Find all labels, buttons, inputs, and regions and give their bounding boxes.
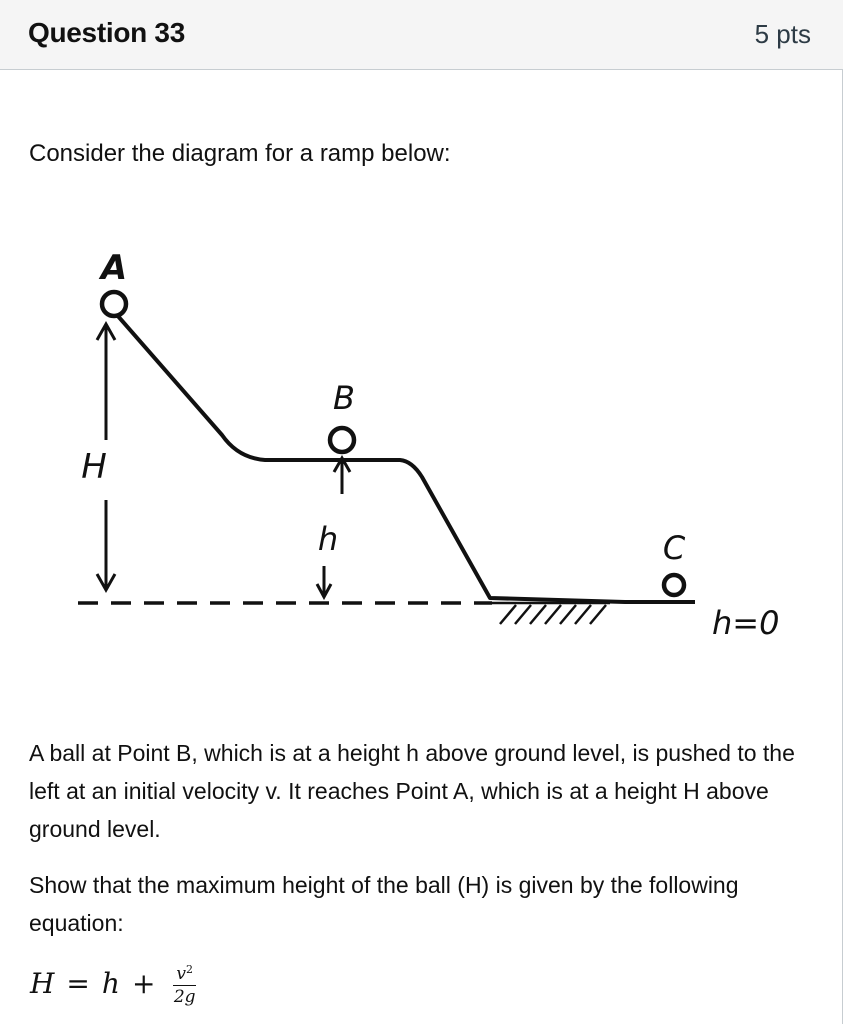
question-header — [0, 0, 843, 70]
intro-text: Consider the diagram for a ramp below: — [29, 140, 451, 167]
label-a: A — [100, 248, 128, 288]
ramp-diagram — [60, 232, 800, 652]
fraction-denominator: 2g — [173, 986, 196, 1007]
instruction-paragraph: Show that the maximum height of the ball (H) is given by the following equation: — [29, 872, 739, 936]
ramp-profile — [110, 307, 695, 602]
fraction-numerator — [173, 960, 196, 986]
ball-c — [664, 575, 684, 595]
equation-equals: = — [66, 966, 90, 1000]
equation-term: h — [101, 966, 120, 1000]
ball-b — [330, 428, 354, 452]
equation-fraction — [173, 960, 196, 1007]
numerator-exponent: 2 — [186, 962, 194, 976]
equation-plus: + — [131, 966, 156, 1000]
problem-paragraph: A ball at Point B, which is at a height h above ground level, is pushed to the left at an initial velocity v. It reaches Point A, which is at a height H above ground level. — [29, 740, 795, 842]
question-title: Question 33 — [28, 17, 185, 48]
label-ground-level: h=0 — [712, 604, 780, 642]
numerator-variable: v — [176, 963, 187, 984]
label-big-h: H — [81, 447, 107, 487]
ball-a — [102, 292, 126, 316]
ground-hatch — [490, 603, 610, 624]
label-b: B — [333, 379, 355, 417]
label-small-h: h — [317, 520, 339, 558]
question-points: 5 pts — [754, 19, 811, 49]
height-equation — [30, 955, 196, 1011]
label-c: C — [662, 529, 686, 567]
equation-lhs: H — [30, 966, 55, 1000]
